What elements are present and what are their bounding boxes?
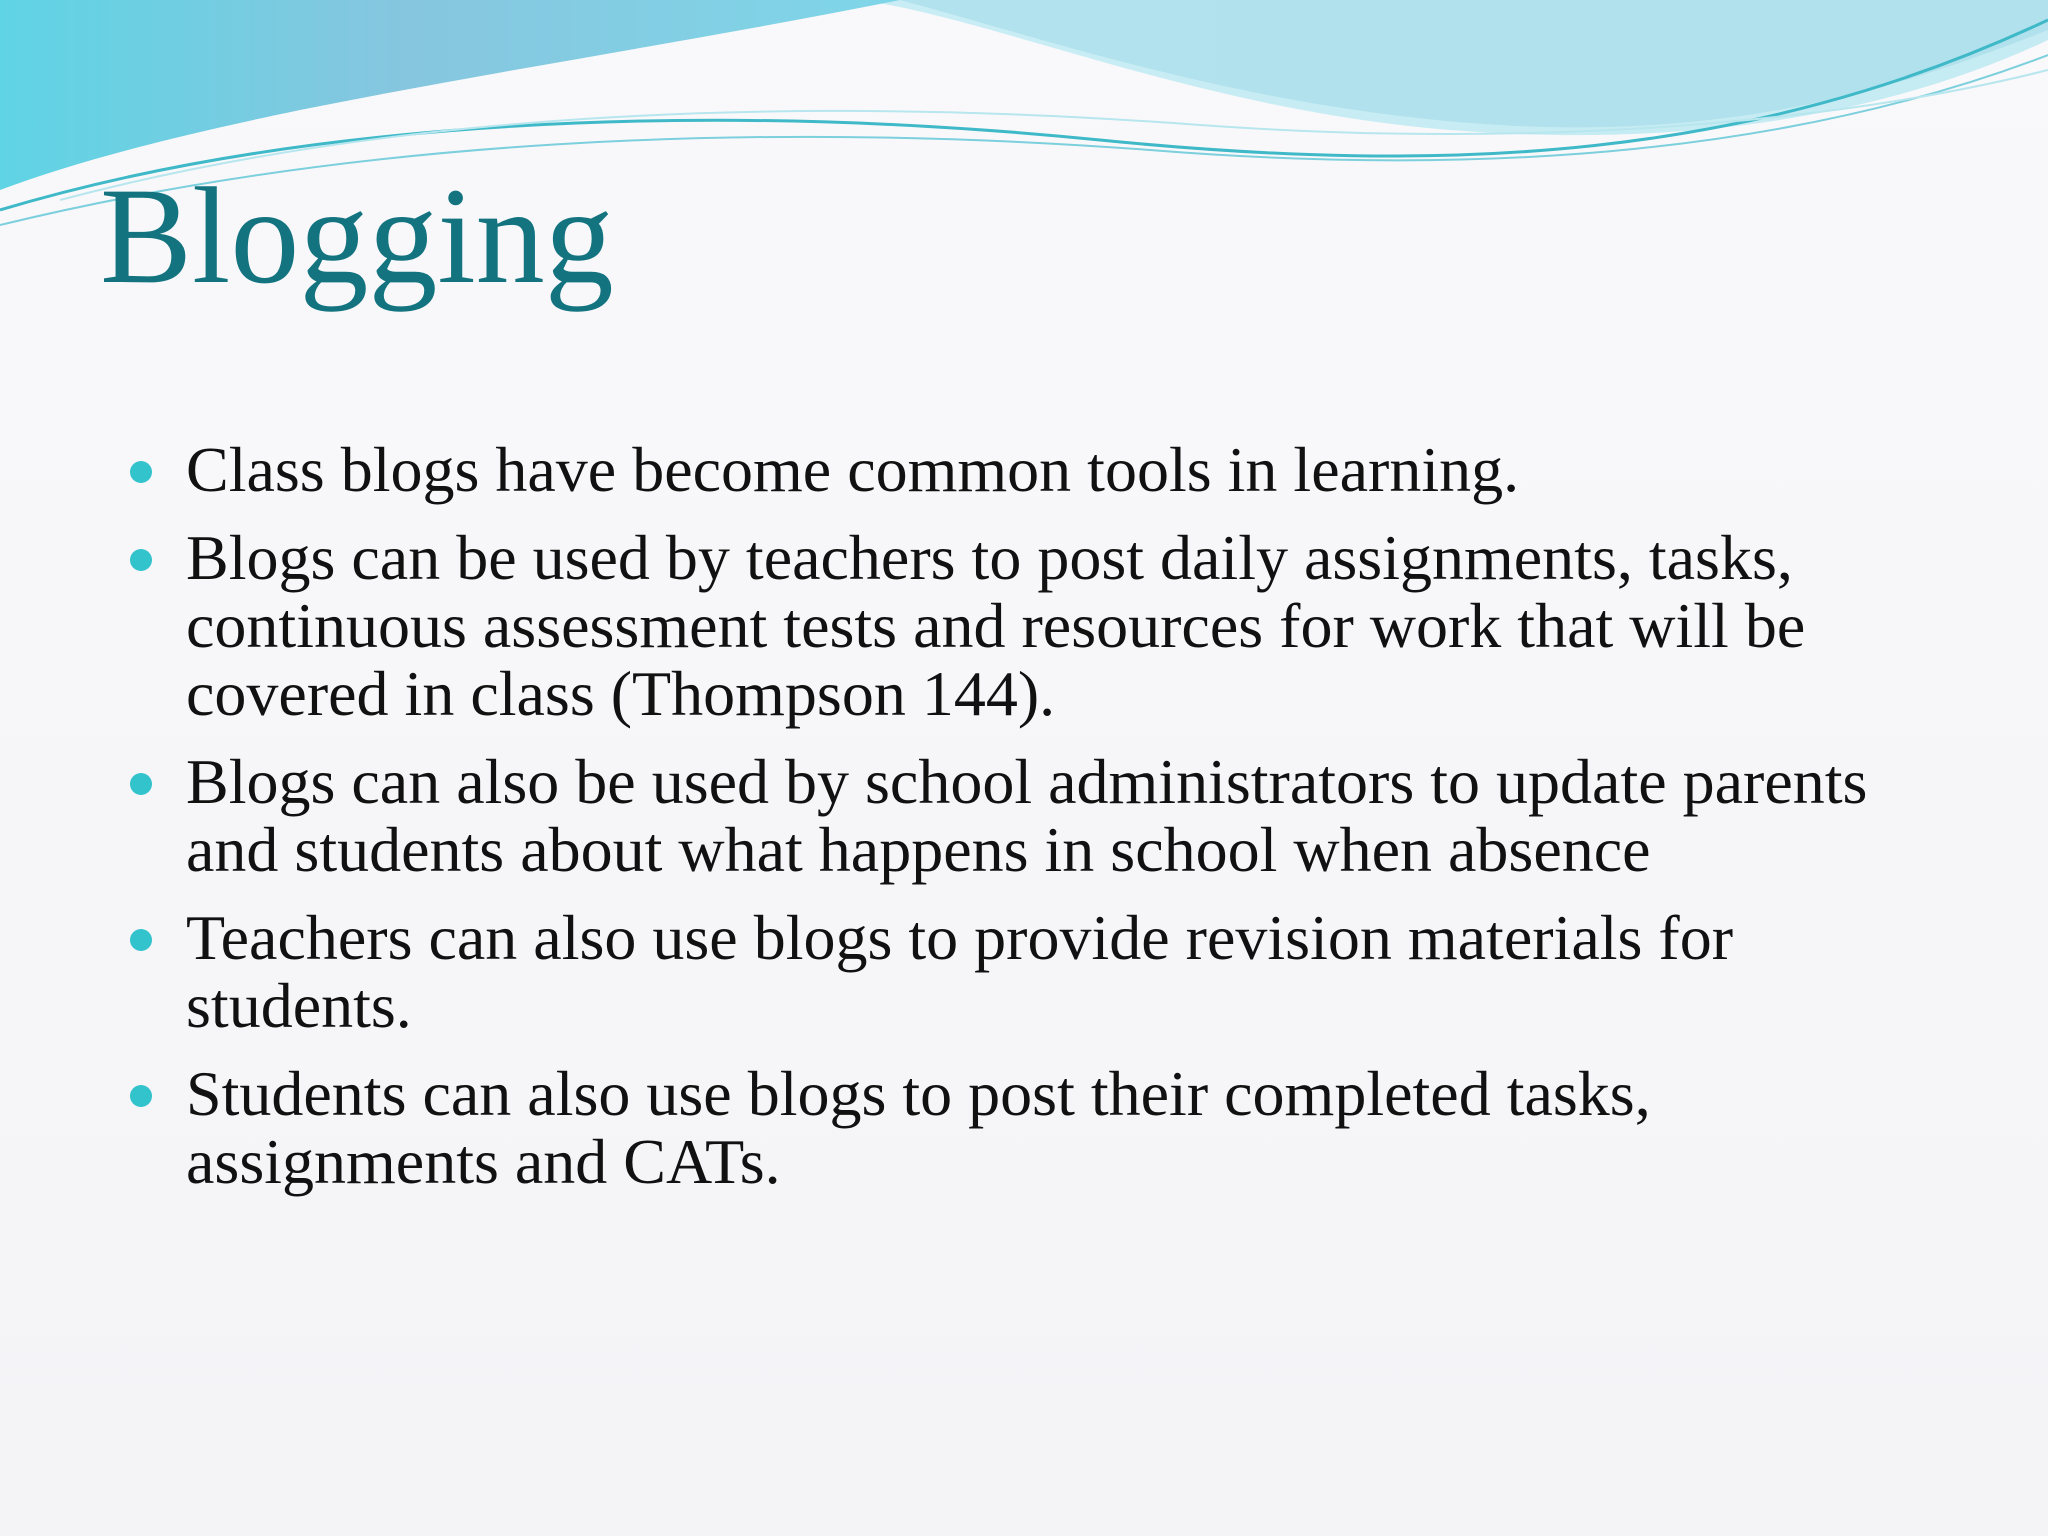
bullet-item [130,904,1940,1040]
bullet-dot-icon [130,929,152,951]
bullet-dot-icon [130,549,152,571]
bullet-item [130,436,1940,504]
bullet-text: Students can also use blogs to post their completed tasks, assignments and CATs. [186,1058,1651,1197]
bullet-dot-icon [130,773,152,795]
bullet-dot-icon [130,461,152,483]
bullet-item [130,748,1940,884]
bullet-text: Blogs can also be used by school administrators to update parents and students about what happens in school when absence [186,746,1868,885]
bullet-item [130,524,1940,728]
bullet-text: Class blogs have become common tools in learning. [186,434,1520,505]
bullet-dot-icon [130,1085,152,1107]
bullet-list [130,436,1940,1216]
slide-title: Blogging [100,159,614,312]
bullet-item [130,1060,1940,1196]
bullet-text: Blogs can be used by teachers to post daily assignments, tasks, continuous assessment tests and resources for work that will be covered in class (Thompson 144). [186,522,1806,729]
bullet-text: Teachers can also use blogs to provide revision materials for students. [186,902,1734,1041]
